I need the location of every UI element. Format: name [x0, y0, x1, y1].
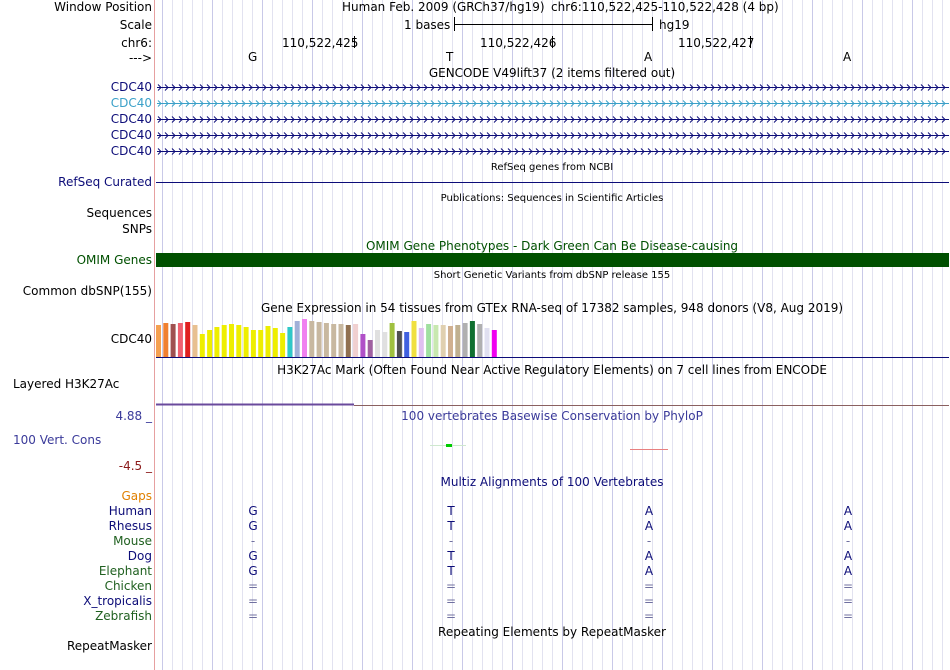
gtex-tissue-bar[interactable]: [207, 330, 212, 357]
gencode-item-label[interactable]: CDC40: [110, 80, 152, 94]
h3k27ac-track-label[interactable]: Layered H3K27Ac: [13, 377, 120, 391]
alignment-base: =: [644, 609, 655, 623]
species-label[interactable]: Zebrafish: [95, 609, 152, 623]
alignment-base: -: [448, 534, 454, 548]
alignment-base: -: [845, 534, 851, 548]
gtex-tissue-bar[interactable]: [163, 323, 168, 357]
gtex-tissue-bar[interactable]: [382, 332, 387, 357]
alignment-base: -: [250, 534, 256, 548]
alignment-base: =: [843, 579, 854, 593]
db-name: hg19: [659, 18, 690, 32]
coord-label: 110,522,425: [282, 36, 359, 50]
gtex-tissue-bar[interactable]: [477, 324, 482, 357]
gtex-tissue-bar[interactable]: [463, 323, 468, 357]
publications-track-label[interactable]: Sequences: [86, 206, 152, 220]
gtex-tissue-bar[interactable]: [324, 323, 329, 357]
gtex-tissue-bar[interactable]: [360, 334, 365, 357]
gtex-tissue-bar[interactable]: [368, 340, 373, 357]
gtex-tissue-bar[interactable]: [339, 324, 344, 357]
alignment-base: A: [644, 504, 654, 518]
gencode-track-title: GENCODE V49lift37 (2 items filtered out): [428, 66, 676, 80]
gtex-tissue-bar[interactable]: [426, 324, 431, 357]
omim-gene-bar[interactable]: [156, 253, 949, 267]
gencode-item-label[interactable]: CDC40: [110, 128, 152, 142]
alignment-base: =: [843, 594, 854, 608]
gtex-tissue-bar[interactable]: [222, 325, 227, 357]
gtex-tissue-bar[interactable]: [455, 325, 460, 357]
gtex-tissue-bar[interactable]: [470, 321, 475, 357]
alignment-base: A: [644, 564, 654, 578]
gtex-tissue-bar[interactable]: [492, 330, 497, 357]
alignment-base: =: [248, 609, 259, 623]
gtex-tissue-bar[interactable]: [251, 330, 256, 357]
gtex-tissue-bar[interactable]: [200, 334, 205, 357]
phylop-max-label: 4.88 _: [115, 409, 152, 423]
species-label[interactable]: X_tropicalis: [83, 594, 152, 608]
gtex-tissue-bar[interactable]: [295, 321, 300, 357]
species-label[interactable]: Elephant: [98, 564, 152, 578]
gencode-item-label[interactable]: CDC40: [110, 96, 152, 110]
gencode-item-label[interactable]: CDC40: [110, 112, 152, 126]
gtex-tissue-bar[interactable]: [331, 324, 336, 357]
alignment-base: G: [248, 504, 258, 518]
phylop-signal: [430, 444, 668, 450]
gtex-tissue-bar[interactable]: [404, 332, 409, 357]
multiz-track-title: Multiz Alignments of 100 Vertebrates: [440, 475, 664, 489]
gtex-tissue-bar[interactable]: [214, 327, 219, 357]
gtex-tissue-bar[interactable]: [287, 327, 292, 357]
gtex-tissue-bar[interactable]: [419, 328, 424, 357]
gtex-tissue-bar[interactable]: [485, 328, 490, 357]
gtex-tissue-bar[interactable]: [280, 333, 285, 357]
gtex-tissue-bar[interactable]: [258, 330, 263, 357]
base-letter: G: [248, 50, 258, 64]
publications-track-title: Publications: Sequences in Scientific Articles: [440, 193, 664, 204]
alignment-base: A: [644, 549, 654, 563]
h3k27ac-signal: [156, 405, 949, 406]
alignment-base: G: [248, 549, 258, 563]
base-letter: A: [843, 50, 852, 64]
alignment-base: A: [843, 504, 853, 518]
gtex-tissue-bar[interactable]: [244, 327, 249, 357]
alignment-base: G: [248, 519, 258, 533]
gtex-track-label[interactable]: CDC40: [110, 332, 152, 346]
gtex-tissue-bar[interactable]: [178, 323, 183, 357]
base-letter: A: [644, 50, 653, 64]
gtex-tissue-bar[interactable]: [273, 328, 278, 357]
alignment-base: T: [447, 549, 455, 563]
alignment-base: =: [446, 579, 457, 593]
repeatmasker-track-title: Repeating Elements by RepeatMasker: [438, 625, 666, 639]
alignment-base: =: [248, 594, 259, 608]
h3k27ac-track-title: H3K27Ac Mark (Often Found Near Active Regulatory Elements) on 7 cell lines from ENCODE: [277, 363, 827, 377]
species-label[interactable]: Rhesus: [108, 519, 152, 533]
gtex-tissue-bar[interactable]: [171, 324, 176, 357]
scale-text: 1 bases: [404, 18, 451, 32]
gtex-tissue-bar[interactable]: [156, 325, 161, 357]
dbsnp-track-title: Short Genetic Variants from dbSNP release 155: [433, 270, 671, 281]
species-label[interactable]: Human: [108, 504, 152, 518]
gtex-tissue-bar[interactable]: [236, 325, 241, 357]
alignment-base: =: [446, 594, 457, 608]
scale-bar: [455, 17, 653, 31]
alignment-base: =: [248, 579, 259, 593]
refseq-track-label[interactable]: RefSeq Curated: [58, 175, 152, 189]
alignment-base: =: [644, 594, 655, 608]
gaps-label[interactable]: Gaps: [121, 489, 152, 503]
gtex-tissue-bar[interactable]: [397, 331, 402, 357]
gtex-tissue-bar[interactable]: [346, 325, 351, 357]
gtex-tissue-bar[interactable]: [390, 323, 395, 357]
alignment-base: =: [644, 579, 655, 593]
gtex-tissue-bar[interactable]: [185, 322, 190, 357]
alignment-base: A: [843, 549, 853, 563]
alignment-base: G: [248, 564, 258, 578]
alignment-base: -: [646, 534, 652, 548]
gtex-expression-bars[interactable]: [156, 319, 497, 357]
repeatmasker-track-label[interactable]: RepeatMasker: [66, 639, 152, 653]
gtex-tissue-bar[interactable]: [412, 321, 417, 357]
chrom-label: chr6:: [121, 36, 152, 50]
gtex-tissue-bar[interactable]: [441, 325, 446, 357]
gtex-tissue-bar[interactable]: [375, 330, 380, 357]
phylop-min-label: -4.5 _: [118, 459, 152, 473]
gtex-tissue-bar[interactable]: [309, 321, 314, 357]
alignment-base: T: [447, 504, 455, 518]
gtex-tissue-bar[interactable]: [229, 324, 234, 357]
strand-label: --->: [128, 51, 152, 65]
alignment-base: A: [843, 519, 853, 533]
species-label[interactable]: Dog: [127, 549, 152, 563]
refseq-track-title: RefSeq genes from NCBI: [490, 162, 614, 173]
gtex-track-title: Gene Expression in 54 tissues from GTEx RNA-seq of 17382 samples, 948 donors (V8, Aug 2019): [260, 301, 844, 315]
gencode-gene-lines[interactable]: [157, 85, 949, 155]
phylop-track-title: 100 vertebrates Basewise Conservation by PhyloP: [401, 409, 703, 423]
scale-label: Scale: [119, 18, 152, 32]
base-letter: T: [446, 50, 454, 64]
dbsnp-track-label[interactable]: Common dbSNP(155): [22, 284, 152, 298]
coord-label: 110,522,427: [678, 36, 755, 50]
position-text: chr6:110,522,425-110,522,428 (4 bp): [551, 0, 779, 14]
species-label[interactable]: Mouse: [113, 534, 152, 548]
alignment-base: A: [843, 564, 853, 578]
gtex-tissue-bar[interactable]: [353, 324, 358, 357]
alignment-base: A: [644, 519, 654, 533]
alignment-base: =: [843, 609, 854, 623]
omim-track-title: OMIM Gene Phenotypes - Dark Green Can Be Disease-causing: [365, 239, 739, 253]
alignment-base: T: [447, 564, 455, 578]
snps-track-label[interactable]: SNPs: [122, 222, 152, 236]
alignment-base: T: [447, 519, 455, 533]
species-label[interactable]: Chicken: [104, 579, 152, 593]
coord-label: 110,522,426: [480, 36, 557, 50]
alignment-base: =: [446, 609, 457, 623]
gtex-tissue-bar[interactable]: [266, 326, 271, 357]
window-position-label: Window Position: [54, 0, 152, 14]
gtex-tissue-bar[interactable]: [193, 325, 198, 357]
omim-track-label[interactable]: OMIM Genes: [76, 253, 152, 267]
gtex-tissue-bar[interactable]: [433, 325, 438, 357]
gencode-item-label[interactable]: CDC40: [110, 144, 152, 158]
assembly-name: Human Feb. 2009 (GRCh37/hg19): [342, 0, 545, 14]
gtex-tissue-bar[interactable]: [302, 319, 307, 357]
coord-ticks: [355, 36, 751, 48]
phylop-track-label[interactable]: 100 Vert. Cons: [13, 433, 102, 447]
gtex-tissue-bar[interactable]: [317, 322, 322, 357]
gtex-tissue-bar[interactable]: [448, 326, 453, 357]
